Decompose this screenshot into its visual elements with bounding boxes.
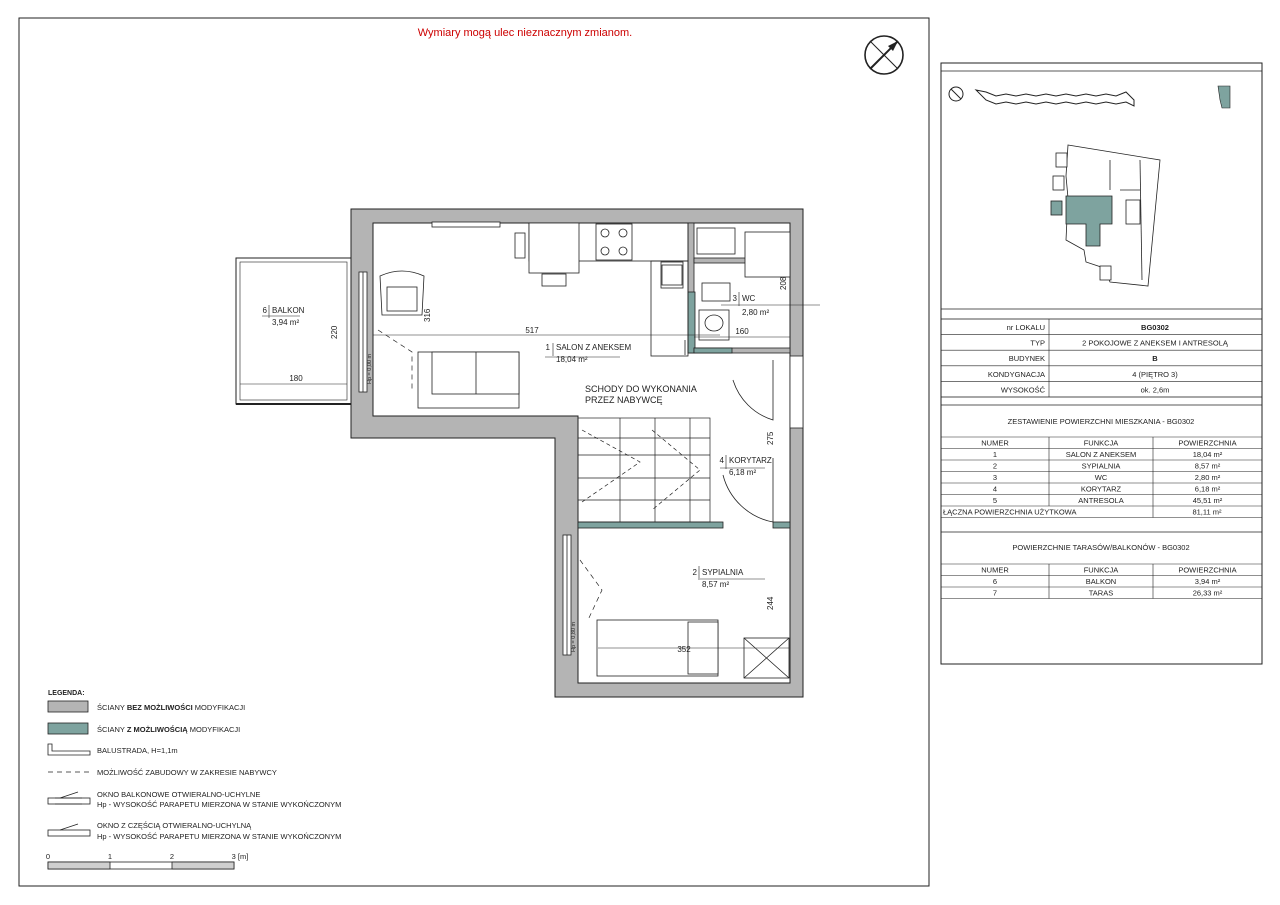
legend <box>48 690 341 841</box>
table-cell: 6,18 m² <box>1194 484 1221 494</box>
building-outline <box>976 90 1134 106</box>
svg-text:2: 2 <box>692 568 697 577</box>
svg-text:BALKON: BALKON <box>272 306 305 315</box>
dim-wc-height: 208 <box>779 276 788 290</box>
dining-set <box>515 223 579 286</box>
stairs-label-line1: SCHODY DO WYKONANIA <box>585 384 697 394</box>
room-label-corridor <box>720 455 772 477</box>
svg-text:0: 0 <box>45 852 51 861</box>
table-header: NUMER <box>981 438 1009 448</box>
svg-text:POWIERZCHNIE TARASÓW/BALKONÓW: POWIERZCHNIE TARASÓW/BALKONÓW - BG0302 <box>1012 543 1190 552</box>
table-cell: 3 <box>992 473 998 482</box>
table-cell: SYPIALNIA <box>1081 461 1121 471</box>
dim-balcony-depth: 220 <box>330 325 339 339</box>
svg-text:3: 3 <box>732 294 737 303</box>
legend-window-icon <box>48 824 90 836</box>
dim-salon-depth: 316 <box>423 308 432 322</box>
unit-info-table <box>941 319 1262 397</box>
svg-text:OKNO Z CZĘŚCIĄ OTWIERALNO-UCHY: OKNO Z CZĘŚCIĄ OTWIERALNO-UCHYLNĄ <box>97 821 252 830</box>
svg-text:WC: WC <box>742 294 756 303</box>
svg-text:2,80 m²: 2,80 m² <box>742 308 770 317</box>
hp-salon-label: Hp = 0,00 m <box>367 353 373 384</box>
svg-text:Hp - WYSOKOŚĆ PARAPETU MIERZON: Hp - WYSOKOŚĆ PARAPETU MIERZONA W STANIE WYKOŃCZONYM <box>97 832 342 841</box>
window-bedroom <box>563 535 571 655</box>
stairs <box>578 418 710 522</box>
table-cell: 3,94 m² <box>1194 577 1221 586</box>
dim-bedroom-height: 244 <box>766 596 775 610</box>
svg-text:6,18 m²: 6,18 m² <box>729 468 757 477</box>
svg-text:3 [m]: 3 [m] <box>231 852 249 861</box>
svg-text:SALON Z ANEKSEM: SALON Z ANEKSEM <box>556 343 632 352</box>
dim-salon-width: 517 <box>525 326 539 335</box>
table-cell: 4 <box>992 484 998 494</box>
wc-fixtures <box>662 232 790 340</box>
table-cell: 2,80 m² <box>1194 473 1221 482</box>
svg-text:OKNO BALKONOWE OTWIERALNO-UCHY: OKNO BALKONOWE OTWIERALNO-UCHYLNE <box>97 790 261 799</box>
svg-text:Hp - WYSOKOŚĆ PARAPETU MIERZON: Hp - WYSOKOŚĆ PARAPETU MIERZONA W STANIE WYKOŃCZONYM <box>97 800 342 809</box>
svg-text:8,57 m²: 8,57 m² <box>702 580 730 589</box>
info-label: WYSOKOŚĆ <box>1000 385 1045 395</box>
table-header: FUNKCJA <box>1083 438 1119 448</box>
svg-text:3,94 m²: 3,94 m² <box>272 318 300 327</box>
legend-title: LEGENDA: <box>48 690 85 697</box>
legend-railing-icon <box>48 744 90 755</box>
svg-text:BALUSTRADA, H=1,1m: BALUSTRADA, H=1,1m <box>97 746 178 755</box>
svg-text:1: 1 <box>107 852 113 861</box>
key-plan <box>949 86 1230 286</box>
svg-text:4: 4 <box>719 456 724 465</box>
svg-text:2: 2 <box>169 852 175 861</box>
doors <box>685 340 773 522</box>
floor-key-plan <box>1051 145 1160 286</box>
table-cell: TARAS <box>1088 588 1114 598</box>
table-cell: BALKON <box>1085 577 1117 586</box>
legend-swatch-fixed <box>48 701 88 712</box>
dim-corridor: 275 <box>766 431 775 445</box>
table-header: POWIERZCHNIA <box>1178 438 1237 448</box>
info-value: B <box>1152 354 1158 364</box>
table-cell: 2 <box>992 461 998 471</box>
info-value: ok. 2,6m <box>1140 385 1170 395</box>
hp-bedroom-label: Hp = 0,80 m <box>571 621 577 652</box>
table-cell: 8,57 m² <box>1194 461 1221 471</box>
info-value: 4 (PIĘTRO 3) <box>1132 369 1178 379</box>
svg-text:ŚCIANY BEZ MOŻLIWOŚCI MODYFIKA: ŚCIANY BEZ MOŻLIWOŚCI MODYFIKACJI <box>97 703 246 712</box>
table-cell: ANTRESOLA <box>1078 496 1124 505</box>
area-table <box>941 405 1262 599</box>
info-label: KONDYGNACJA <box>987 369 1045 379</box>
dim-bedroom-width: 352 <box>677 645 691 654</box>
table-header: FUNKCJA <box>1083 565 1119 575</box>
info-value: 2 POKOJOWE Z ANEKSEM I ANTRESOLĄ <box>1082 338 1228 348</box>
svg-text:18,04 m²: 18,04 m² <box>556 355 588 364</box>
info-label: BUDYNEK <box>1008 354 1045 364</box>
armchair <box>380 271 424 315</box>
legend-balcony-window-icon <box>48 792 90 804</box>
sofa <box>418 352 519 408</box>
dim-wc-width: 160 <box>735 327 749 336</box>
legend-swatch-modifiable <box>48 723 88 734</box>
table-cell: 26,33 m² <box>1192 588 1223 598</box>
table-cell: WC <box>1094 473 1108 482</box>
table-cell: 7 <box>992 588 998 598</box>
table-cell: 5 <box>992 496 998 505</box>
info-value: BG0302 <box>1141 323 1169 332</box>
info-label: TYP <box>1030 338 1045 348</box>
wardrobe <box>744 638 789 678</box>
dim-balcony-width: 180 <box>289 374 303 383</box>
svg-text:SYPIALNIA: SYPIALNIA <box>702 568 744 577</box>
room-label-salon <box>546 343 632 364</box>
table-header: NUMER <box>981 565 1009 575</box>
dimension-notice: Wymiary mogą ulec nieznacznym zmianom. <box>417 27 633 39</box>
table-header: POWIERZCHNIA <box>1178 565 1237 575</box>
room-label-bedroom <box>693 566 744 589</box>
svg-text:ZESTAWIENIE POWIERZCHNI MIESZK: ZESTAWIENIE POWIERZCHNI MIESZKANIA - BG0302 <box>1007 417 1195 426</box>
table-cell: 1 <box>992 450 998 459</box>
table-cell: SALON Z ANEKSEM <box>1065 450 1137 459</box>
scale-bar <box>46 852 248 869</box>
info-label: nr LOKALU <box>1006 323 1045 332</box>
svg-text:MOŻLIWOŚĆ ZABUDOWY W ZAKRESIE: MOŻLIWOŚĆ ZABUDOWY W ZAKRESIE NABYWCY <box>97 768 277 777</box>
total-area-label: ŁĄCZNA POWIERZCHNIA UŻYTKOWA <box>943 507 1077 517</box>
table-cell: KORYTARZ <box>1080 484 1122 494</box>
table-cell: 45,51 m² <box>1192 496 1223 505</box>
window-kitchen <box>432 222 500 227</box>
room-label-wc <box>733 292 770 317</box>
window-salon <box>359 272 367 392</box>
svg-text:ŚCIANY Z MOŻLIWOŚCIĄ MODYFIKAC: ŚCIANY Z MOŻLIWOŚCIĄ MODYFIKACJI <box>97 725 241 734</box>
stairs-label-line2: PRZEZ NABYWCĘ <box>585 395 663 405</box>
table-cell: 6 <box>992 577 998 586</box>
building-mark <box>1218 86 1230 108</box>
key-plan-north-icon <box>949 87 963 101</box>
svg-text:1: 1 <box>545 343 550 352</box>
svg-text:KORYTARZ: KORYTARZ <box>729 456 772 465</box>
svg-text:6: 6 <box>262 306 267 315</box>
table-cell: 18,04 m² <box>1192 450 1223 459</box>
total-area-value: 81,11 m² <box>1192 507 1222 517</box>
north-arrow-icon <box>865 36 903 74</box>
